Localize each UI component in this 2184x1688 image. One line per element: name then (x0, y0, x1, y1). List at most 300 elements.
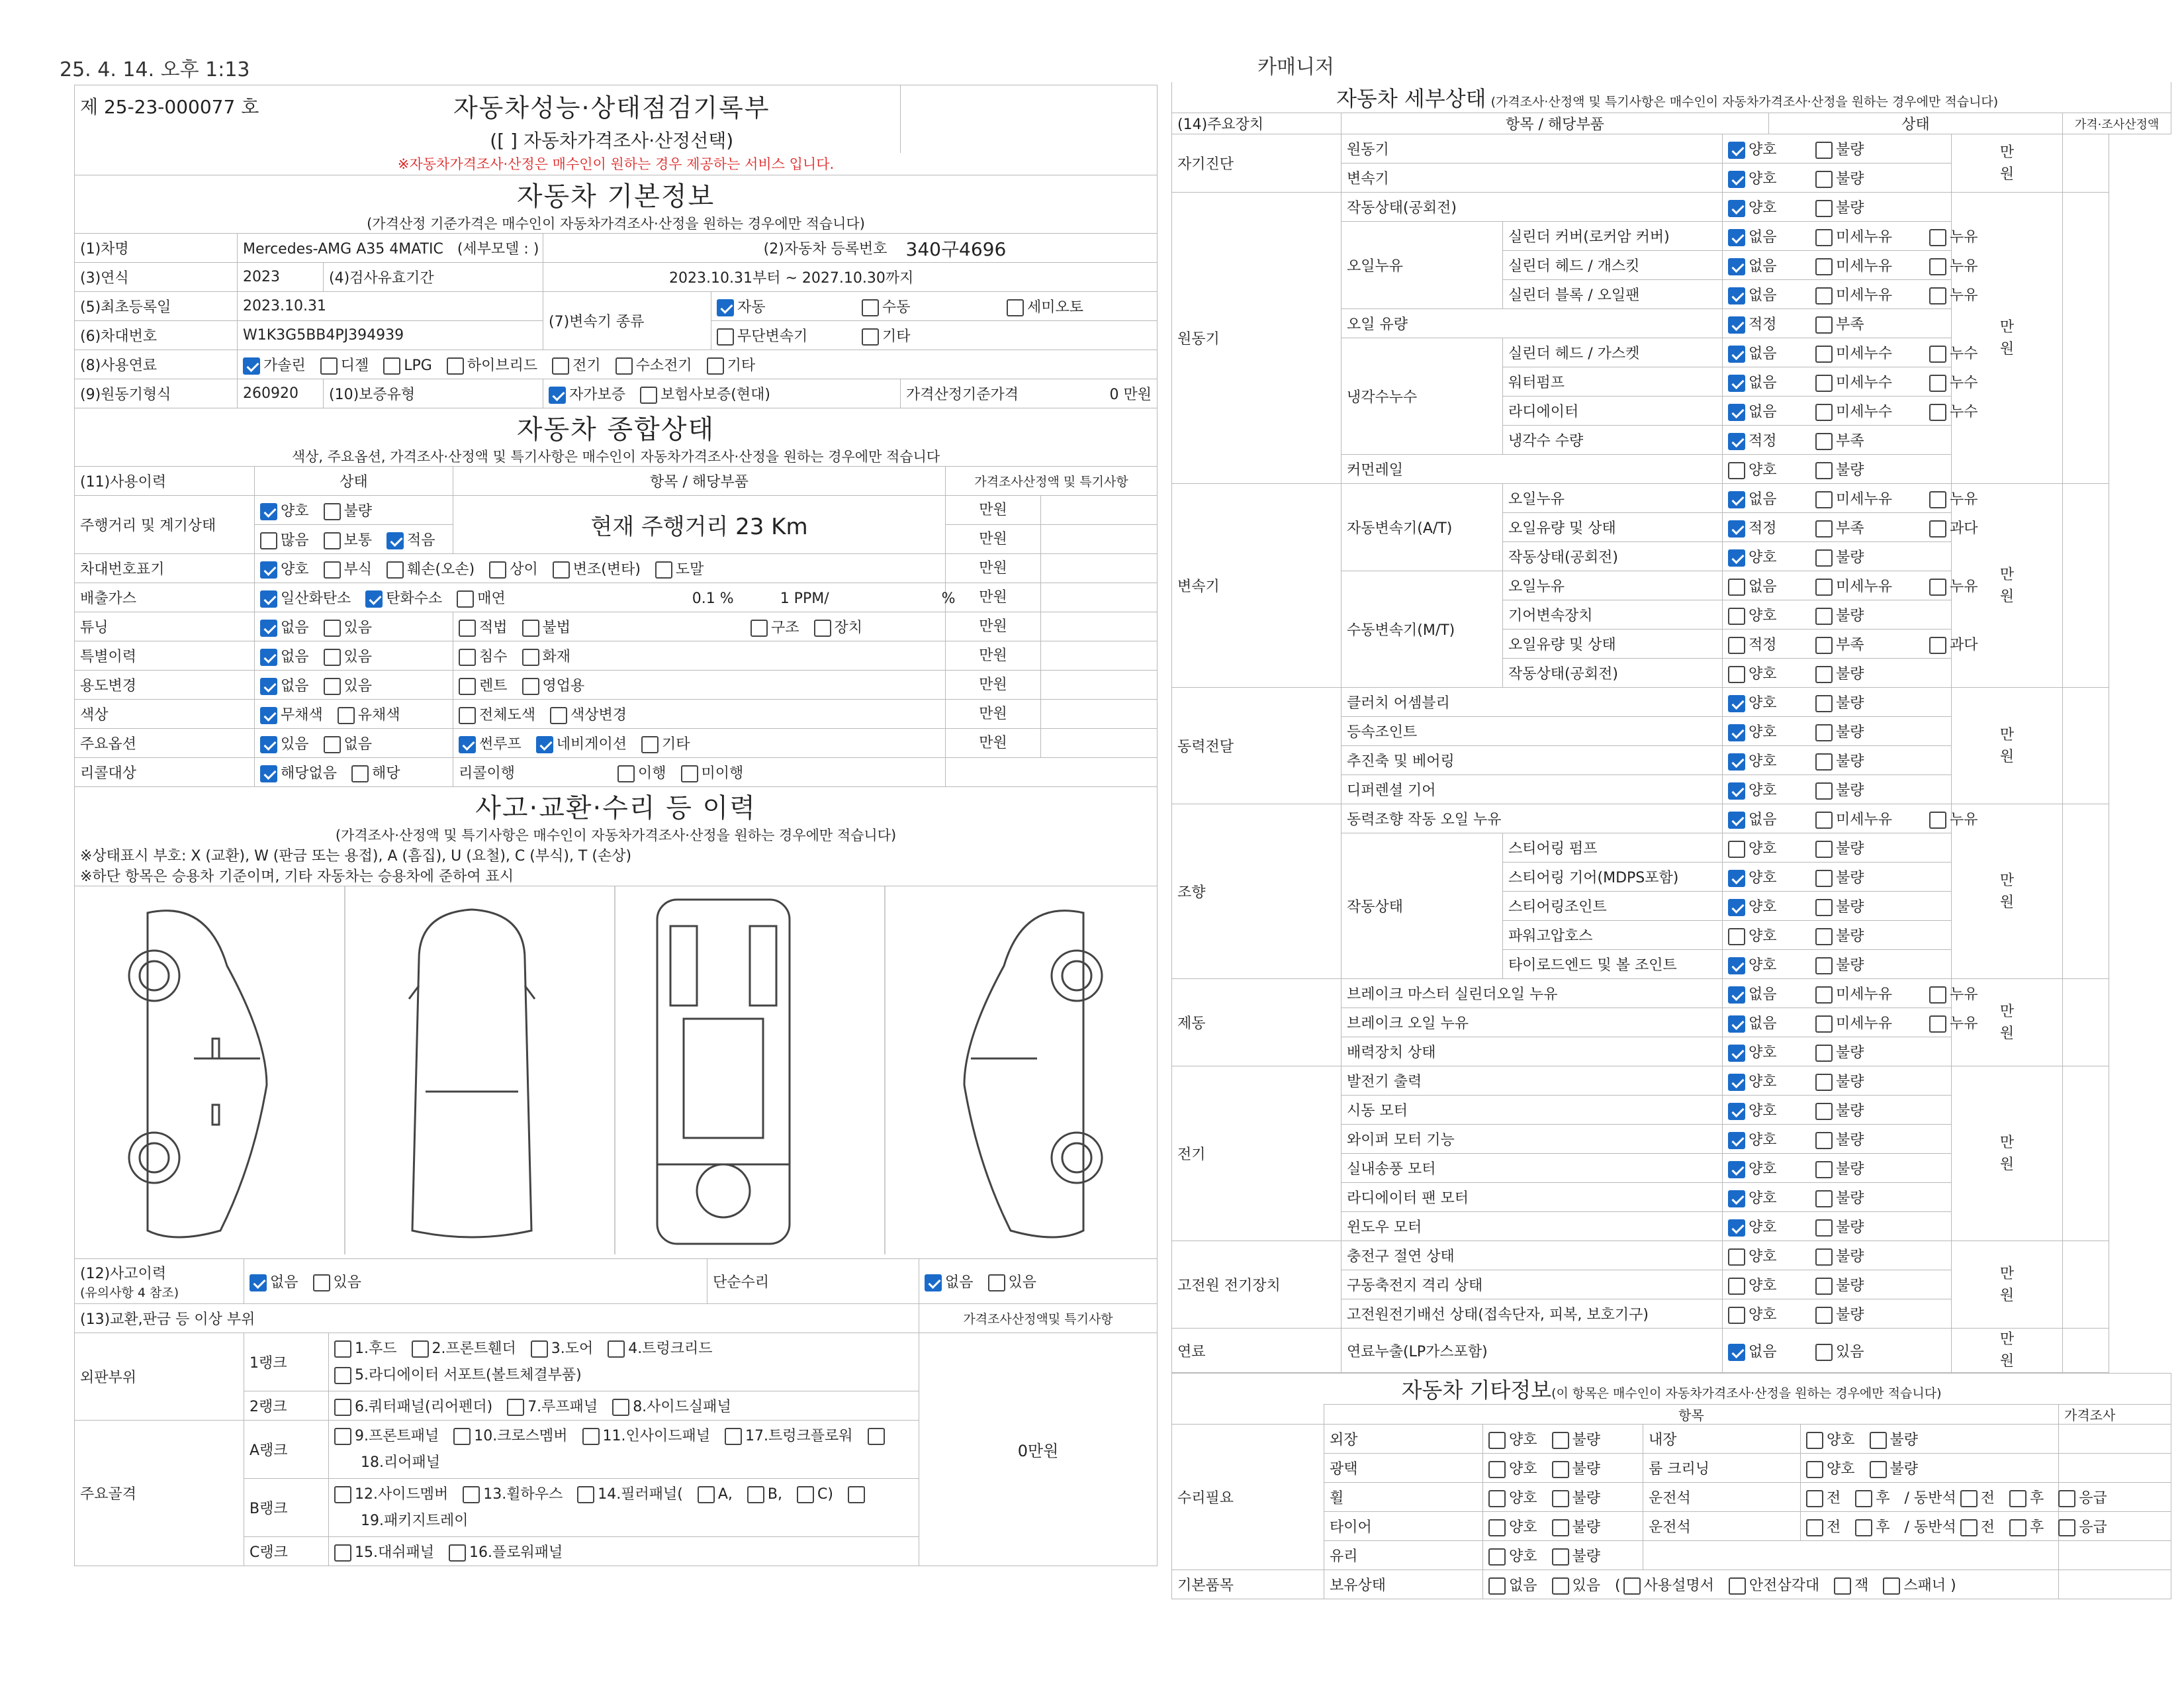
checkbox[interactable] (1728, 1074, 1745, 1091)
checkbox[interactable] (1815, 1307, 1833, 1324)
checkbox[interactable] (617, 765, 635, 782)
check-option[interactable] (522, 616, 571, 637)
check-option[interactable] (1815, 1129, 1864, 1149)
checkbox[interactable] (1552, 1577, 1569, 1595)
check-option[interactable] (698, 1481, 733, 1508)
check-option[interactable] (1834, 1574, 1868, 1595)
checkbox[interactable] (459, 620, 476, 637)
check-option[interactable] (243, 354, 306, 375)
check-option[interactable] (459, 704, 535, 724)
checkbox[interactable] (1929, 491, 1946, 508)
checkbox[interactable] (334, 1399, 351, 1416)
checkbox[interactable] (260, 736, 277, 753)
check-option[interactable] (260, 704, 323, 724)
checkbox[interactable] (1728, 375, 1745, 392)
check-option[interactable] (641, 733, 690, 753)
check-option[interactable] (1815, 313, 1864, 334)
checkbox[interactable] (1552, 1461, 1569, 1478)
checkbox[interactable] (1815, 899, 1833, 916)
check-option[interactable] (1815, 1041, 1864, 1062)
check-option[interactable] (751, 616, 799, 637)
checkbox[interactable] (453, 1428, 471, 1445)
check-option[interactable] (1488, 1429, 1537, 1449)
check-option[interactable] (1815, 1216, 1864, 1237)
check-option[interactable] (1728, 226, 1801, 246)
check-option[interactable] (1815, 837, 1864, 858)
checkbox[interactable] (324, 649, 341, 666)
check-option[interactable] (260, 587, 351, 608)
checkbox[interactable] (640, 387, 657, 404)
check-option[interactable] (334, 1362, 582, 1389)
checkbox[interactable] (1815, 812, 1833, 829)
checkbox[interactable] (463, 1486, 480, 1503)
check-option[interactable] (1728, 575, 1801, 596)
checkbox[interactable] (1815, 928, 1833, 945)
check-option[interactable] (1855, 1516, 1889, 1536)
checkbox[interactable] (1815, 1161, 1833, 1178)
check-option[interactable] (1728, 779, 1801, 800)
check-option[interactable] (334, 1395, 492, 1416)
check-option[interactable] (1929, 1012, 2028, 1033)
checkbox[interactable] (260, 590, 277, 608)
checkbox[interactable] (536, 736, 553, 753)
check-option[interactable] (457, 587, 506, 608)
check-option[interactable] (334, 1336, 397, 1362)
checkbox[interactable] (334, 1367, 351, 1384)
checkbox[interactable] (522, 620, 539, 637)
check-option[interactable] (1623, 1574, 1714, 1595)
check-option[interactable] (1815, 925, 1864, 945)
checkbox[interactable] (582, 1428, 600, 1445)
check-option[interactable] (1815, 779, 1864, 800)
checkbox[interactable] (1552, 1548, 1569, 1566)
checkbox[interactable] (1728, 200, 1745, 217)
checkbox[interactable] (1929, 579, 1946, 596)
check-option[interactable] (383, 357, 432, 375)
check-option[interactable] (1728, 459, 1801, 479)
checkbox[interactable] (489, 561, 506, 579)
check-option[interactable] (1815, 371, 1915, 392)
check-option[interactable] (1728, 808, 1801, 829)
checkbox[interactable] (1815, 549, 1833, 567)
checkbox[interactable] (320, 357, 338, 375)
check-option[interactable] (1728, 517, 1801, 538)
checkbox[interactable] (1815, 1103, 1833, 1120)
checkbox[interactable] (1855, 1490, 1872, 1507)
checkbox[interactable] (338, 707, 355, 724)
checkbox[interactable] (1855, 1519, 1872, 1536)
check-option[interactable] (338, 704, 400, 724)
checkbox[interactable] (313, 1274, 330, 1291)
check-option[interactable] (1815, 1303, 1864, 1324)
check-option[interactable] (1552, 1429, 1601, 1449)
check-option[interactable] (1960, 1516, 1995, 1536)
checkbox[interactable] (383, 357, 400, 375)
check-option[interactable] (522, 675, 585, 695)
check-option[interactable] (577, 1481, 683, 1508)
check-option[interactable] (1728, 1129, 1801, 1149)
checkbox[interactable] (549, 387, 566, 404)
check-option[interactable] (1815, 663, 1864, 683)
checkbox[interactable] (1815, 986, 1833, 1004)
check-option[interactable] (507, 1395, 598, 1416)
checkbox[interactable] (1623, 1577, 1641, 1595)
check-option[interactable] (1806, 1516, 1841, 1536)
checkbox[interactable] (655, 561, 672, 579)
check-option[interactable] (334, 1541, 434, 1562)
check-option[interactable] (1728, 430, 1801, 450)
checkbox[interactable] (324, 620, 341, 637)
checkbox[interactable] (1815, 666, 1833, 683)
checkbox[interactable] (1728, 316, 1745, 334)
checkbox[interactable] (1728, 433, 1745, 450)
checkbox[interactable] (1552, 1490, 1569, 1507)
check-option[interactable] (608, 1336, 712, 1362)
check-option[interactable] (1815, 138, 1864, 159)
checkbox[interactable] (324, 678, 341, 695)
check-option[interactable] (1488, 1545, 1537, 1566)
checkbox[interactable] (260, 561, 277, 579)
check-option[interactable] (1728, 954, 1801, 974)
checkbox[interactable] (1815, 433, 1833, 450)
checkbox[interactable] (1728, 1045, 1745, 1062)
check-option[interactable] (1815, 808, 1915, 829)
checkbox[interactable] (925, 1274, 942, 1291)
checkbox[interactable] (577, 1486, 594, 1503)
check-option[interactable] (1806, 1458, 1855, 1478)
checkbox[interactable] (717, 299, 734, 316)
checkbox[interactable] (1815, 1015, 1833, 1033)
checkbox[interactable] (1806, 1519, 1823, 1536)
checkbox[interactable] (1728, 1248, 1745, 1266)
check-option[interactable] (365, 587, 442, 608)
checkbox[interactable] (1815, 1219, 1833, 1237)
checkbox[interactable] (1728, 1344, 1745, 1361)
check-option[interactable] (1552, 1458, 1601, 1478)
check-option[interactable] (747, 1481, 782, 1508)
checkbox[interactable] (717, 328, 734, 346)
check-option[interactable] (1728, 925, 1801, 945)
checkbox[interactable] (1815, 1132, 1833, 1149)
check-option[interactable] (260, 762, 337, 782)
checkbox[interactable] (1488, 1432, 1506, 1449)
check-option[interactable] (1883, 1574, 1956, 1595)
checkbox[interactable] (1728, 287, 1745, 305)
checkbox[interactable] (615, 357, 633, 375)
checkbox[interactable] (260, 765, 277, 782)
checkbox[interactable] (1815, 753, 1833, 771)
check-option[interactable] (1815, 983, 1915, 1004)
checkbox[interactable] (1815, 520, 1833, 538)
check-option[interactable] (313, 1271, 362, 1291)
checkbox[interactable] (1728, 753, 1745, 771)
checkbox[interactable] (1728, 142, 1745, 159)
check-option[interactable] (1815, 867, 1864, 887)
checkbox[interactable] (1728, 1103, 1745, 1120)
checkbox[interactable] (1728, 724, 1745, 741)
check-option[interactable] (655, 558, 704, 579)
check-option[interactable] (536, 733, 627, 753)
check-option[interactable] (1815, 1012, 1915, 1033)
checkbox[interactable] (1834, 1577, 1851, 1595)
checkbox[interactable] (1488, 1519, 1506, 1536)
check-option[interactable] (1815, 575, 1915, 596)
check-option[interactable] (1815, 1340, 1864, 1361)
check-option[interactable] (1728, 604, 1801, 625)
checkbox[interactable] (1815, 1278, 1833, 1295)
checkbox[interactable] (459, 707, 476, 724)
checkbox[interactable] (1728, 812, 1745, 829)
checkbox[interactable] (550, 707, 567, 724)
checkbox[interactable] (1728, 841, 1745, 858)
check-option[interactable] (1552, 1574, 1601, 1595)
checkbox[interactable] (334, 1486, 351, 1503)
check-option[interactable] (1929, 371, 2028, 392)
check-option[interactable] (1728, 488, 1801, 508)
check-option[interactable] (552, 354, 601, 375)
checkbox[interactable] (1728, 957, 1745, 974)
check-option[interactable] (449, 1541, 563, 1562)
checkbox[interactable] (1728, 637, 1745, 654)
checkbox[interactable] (1488, 1548, 1506, 1566)
check-option[interactable] (324, 500, 373, 520)
checkbox[interactable] (1728, 404, 1745, 421)
check-option[interactable] (250, 1271, 298, 1291)
check-option[interactable] (1488, 1487, 1537, 1507)
checkbox[interactable] (260, 503, 277, 520)
check-option[interactable] (1728, 313, 1801, 334)
checkbox[interactable] (1815, 229, 1833, 246)
check-option[interactable] (988, 1271, 1037, 1291)
check-option[interactable] (1728, 692, 1801, 712)
checkbox[interactable] (260, 620, 277, 637)
checkbox[interactable] (1728, 1307, 1745, 1324)
checkbox[interactable] (1728, 579, 1745, 596)
check-option[interactable] (1728, 1216, 1801, 1237)
check-option[interactable] (848, 1481, 868, 1508)
check-option[interactable] (1815, 954, 1864, 974)
check-option[interactable] (1728, 837, 1801, 858)
checkbox[interactable] (1815, 404, 1833, 421)
checkbox[interactable] (1552, 1519, 1569, 1536)
check-option[interactable] (260, 616, 309, 637)
check-option[interactable] (260, 675, 309, 695)
checkbox[interactable] (522, 678, 539, 695)
check-option[interactable] (582, 1423, 711, 1450)
checkbox[interactable] (1806, 1461, 1823, 1478)
checkbox[interactable] (351, 765, 369, 782)
check-option[interactable] (412, 1336, 516, 1362)
check-option[interactable] (725, 1423, 853, 1450)
checkbox[interactable] (1728, 986, 1745, 1004)
checkbox[interactable] (1929, 287, 1946, 305)
check-option[interactable] (260, 733, 309, 753)
check-option[interactable] (1870, 1458, 1919, 1478)
check-option[interactable] (447, 354, 537, 375)
check-option[interactable] (1552, 1516, 1601, 1536)
checkbox[interactable] (1815, 171, 1833, 188)
checkbox[interactable] (1815, 957, 1833, 974)
check-option[interactable] (553, 558, 641, 579)
check-option[interactable] (1815, 197, 1864, 217)
check-option[interactable] (1728, 138, 1801, 159)
checkbox[interactable] (1488, 1490, 1506, 1507)
checkbox[interactable] (324, 561, 341, 579)
checkbox[interactable] (1815, 258, 1833, 275)
checkbox[interactable] (531, 1340, 548, 1358)
checkbox[interactable] (868, 1428, 885, 1445)
checkbox[interactable] (324, 532, 341, 549)
checkbox[interactable] (507, 1399, 524, 1416)
check-option[interactable] (387, 558, 475, 579)
check-option[interactable] (1728, 1303, 1801, 1324)
check-option[interactable] (1815, 721, 1864, 741)
checkbox[interactable] (1488, 1577, 1506, 1595)
checkbox[interactable] (1815, 1045, 1833, 1062)
check-option[interactable] (1815, 167, 1864, 188)
check-option[interactable] (1552, 1487, 1601, 1507)
check-option[interactable] (1806, 1429, 1855, 1449)
check-option[interactable] (2009, 1516, 2044, 1536)
checkbox[interactable] (1728, 346, 1745, 363)
checkbox[interactable] (1728, 870, 1745, 887)
checkbox[interactable] (1815, 375, 1833, 392)
checkbox[interactable] (608, 1340, 625, 1358)
checkbox[interactable] (1728, 666, 1745, 683)
check-option[interactable] (814, 616, 863, 637)
checkbox[interactable] (1728, 928, 1745, 945)
check-option[interactable] (1815, 604, 1864, 625)
check-option[interactable] (1815, 1187, 1864, 1207)
check-option[interactable] (1929, 808, 2028, 829)
check-option[interactable] (351, 762, 400, 782)
checkbox[interactable] (1806, 1432, 1823, 1449)
checkbox[interactable] (324, 736, 341, 753)
check-option[interactable] (1552, 1545, 1601, 1566)
check-option[interactable] (1815, 633, 1915, 654)
check-option[interactable] (1815, 459, 1864, 479)
check-option[interactable] (1815, 342, 1915, 363)
checkbox[interactable] (1815, 841, 1833, 858)
check-option[interactable] (1815, 896, 1864, 916)
check-option[interactable] (1815, 1100, 1864, 1120)
checkbox[interactable] (459, 678, 476, 695)
check-option[interactable] (459, 675, 508, 695)
checkbox[interactable] (2009, 1519, 2026, 1536)
checkbox[interactable] (2009, 1490, 2026, 1507)
check-option[interactable] (1728, 867, 1801, 887)
checkbox[interactable] (334, 1544, 351, 1562)
check-option[interactable] (334, 1481, 448, 1508)
checkbox[interactable] (2058, 1490, 2075, 1507)
check-option[interactable] (1728, 1012, 1801, 1033)
checkbox[interactable] (1815, 608, 1833, 625)
check-option[interactable] (1815, 750, 1864, 771)
checkbox[interactable] (1488, 1461, 1506, 1478)
checkbox[interactable] (1815, 782, 1833, 800)
check-option[interactable] (1929, 633, 2028, 654)
check-option[interactable] (260, 500, 309, 520)
check-option[interactable] (1960, 1487, 1995, 1507)
checkbox[interactable] (641, 736, 659, 753)
checkbox[interactable] (250, 1274, 267, 1291)
checkbox[interactable] (1728, 520, 1745, 538)
checkbox[interactable] (334, 1428, 351, 1445)
checkbox[interactable] (698, 1486, 715, 1503)
check-option[interactable] (1488, 1574, 1537, 1595)
check-option[interactable] (1815, 284, 1915, 305)
checkbox[interactable] (1815, 1248, 1833, 1266)
checkbox[interactable] (725, 1428, 742, 1445)
check-option[interactable] (1870, 1429, 1919, 1449)
checkbox[interactable] (1728, 782, 1745, 800)
checkbox[interactable] (797, 1486, 814, 1503)
check-option[interactable] (387, 529, 435, 549)
checkbox[interactable] (1728, 229, 1745, 246)
check-option[interactable] (1815, 1070, 1864, 1091)
check-option[interactable] (1815, 255, 1915, 275)
checkbox[interactable] (1552, 1432, 1569, 1449)
checkbox[interactable] (457, 590, 474, 608)
check-option[interactable] (260, 529, 309, 549)
check-option[interactable] (925, 1271, 974, 1291)
checkbox[interactable] (1929, 346, 1946, 363)
checkbox[interactable] (862, 328, 879, 346)
check-option[interactable] (1728, 896, 1801, 916)
checkbox[interactable] (1815, 1344, 1833, 1361)
check-option[interactable] (681, 762, 744, 782)
check-option[interactable] (1728, 546, 1801, 567)
check-option[interactable] (1929, 575, 2028, 596)
checkbox[interactable] (449, 1544, 466, 1562)
checkbox[interactable] (1815, 287, 1833, 305)
checkbox[interactable] (1929, 812, 1946, 829)
check-option[interactable] (1728, 400, 1801, 421)
checkbox[interactable] (387, 561, 404, 579)
check-option[interactable] (868, 1423, 888, 1450)
checkbox[interactable] (1929, 404, 1946, 421)
checkbox[interactable] (553, 561, 570, 579)
check-option[interactable] (1929, 255, 2028, 275)
checkbox[interactable] (1960, 1519, 1978, 1536)
check-option[interactable] (550, 704, 627, 724)
checkbox[interactable] (459, 649, 476, 666)
checkbox[interactable] (1870, 1461, 1887, 1478)
checkbox[interactable] (1815, 1190, 1833, 1207)
checkbox[interactable] (1929, 637, 1946, 654)
check-option[interactable] (1728, 721, 1801, 741)
check-option[interactable] (615, 354, 692, 375)
checkbox[interactable] (1815, 870, 1833, 887)
check-option[interactable] (1815, 488, 1915, 508)
check-option[interactable] (1728, 371, 1801, 392)
check-option[interactable] (1728, 1274, 1801, 1295)
checkbox[interactable] (412, 1340, 429, 1358)
checkbox[interactable] (1728, 899, 1745, 916)
checkbox[interactable] (243, 357, 260, 375)
check-option[interactable] (1488, 1516, 1537, 1536)
checkbox[interactable] (1960, 1490, 1978, 1507)
check-option[interactable] (459, 645, 508, 666)
check-option[interactable] (1815, 546, 1864, 567)
checkbox[interactable] (1728, 1161, 1745, 1178)
checkbox[interactable] (387, 532, 404, 549)
check-option[interactable] (1815, 692, 1864, 712)
checkbox[interactable] (1728, 1278, 1745, 1295)
checkbox[interactable] (522, 649, 539, 666)
check-option[interactable] (617, 762, 666, 782)
checkbox[interactable] (1806, 1490, 1823, 1507)
